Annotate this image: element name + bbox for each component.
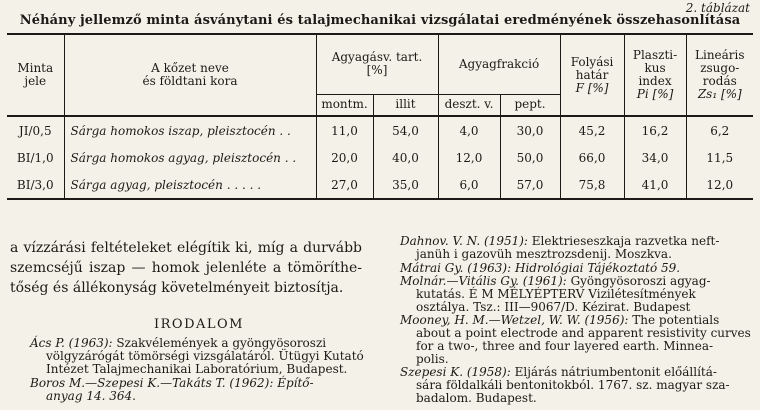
cell-sample-id: BI/3,0 [16,177,54,192]
cell-illit: 40,0 [373,144,438,171]
reference-text: for a two-, three and four layered earth. Minnea- [416,339,714,353]
header-pept: pept. [500,94,560,116]
reference-entry [30,377,362,403]
reference-text: Elektrieseszkaja razvetka neft- [531,234,720,248]
table-row [7,116,753,144]
reference-text: osztálya. Tsz.: III—9067/D. Kézirat. Budapest [416,300,691,314]
cell-shrinkage: 12,0 [686,171,753,199]
cell-illit: 35,0 [373,171,438,199]
cell-shrinkage: 6,2 [686,116,753,144]
reference-entry [30,337,362,376]
cell-shrinkage: 11,5 [686,144,753,171]
cell-pept: 57,0 [500,171,560,199]
cell-deszt: 6,0 [438,171,500,199]
reference-text: anyag 14. 364. [46,389,136,403]
cell-rock: Sárga homokos agyag, pleisztocén . . [64,144,316,171]
reference-text: badalom. Budapest. [416,391,537,405]
body-line: tőség és állékonyság követelményeit biztosítja. [10,280,344,296]
reference-entry [400,314,752,366]
reference-text: janüh i gazovüh mesztrozsdenij. Moszkva. [416,247,672,261]
table-title: Néhány jellemző minta ásványtani és talajmechanikai vizsgálatai eredményének összehasonlítása [19,13,741,28]
header-montm: montm. [316,94,373,116]
reference-text: Szakvélemények a gyöngyösoroszi [116,336,327,350]
cell-rock: Sárga homokos iszap, pleisztocén . . [64,116,316,144]
header-sample: Minta jele [7,34,64,116]
cell-deszt: 12,0 [438,144,500,171]
cell-plasticity: 41,0 [624,171,686,199]
reference-text: Intézet Talajmechanikai Laboratórium, Budapest. [46,362,348,376]
table-number-label: 2. táblázat [685,1,750,15]
cell-plasticity: 34,0 [624,144,686,171]
reference-text: sára földalkáli bentonitokból. 1767. sz. magyar sza- [416,378,730,392]
cell-plasticity: 16,2 [624,116,686,144]
header-liquid-limit: Folyási határ F [%] [560,34,624,116]
cell-montm: 20,0 [316,144,373,171]
reference-text: Eljárás nátriumbentonit előállítá- [514,365,717,379]
body-line: a vízzárási feltételeket elégítik ki, míg a durvább [10,240,362,256]
reference-author: Ács P. (1963): [30,336,113,350]
reference-text: Gyöngyösoroszi agyag- [570,274,711,288]
header-linear-shrinkage: Lineáris zsugo- rodás Zs₁ [%] [686,34,753,116]
reference-author: Molnár.—Vitális Gy. (1961): [400,274,567,288]
header-rock: A kőzet neve és földtani kora [64,34,316,116]
cell-pept: 30,0 [500,116,560,144]
header-plasticity-index: Plaszti- kus index Pi [%] [624,34,686,116]
header-clay-mineral: Agyagásv. tart. [%] [316,34,438,94]
cell-montm: 27,0 [316,171,373,199]
cell-liquid-limit: 75,8 [560,171,624,199]
cell-illit: 54,0 [373,116,438,144]
table-row [7,171,753,199]
cell-rock: Sárga agyag, pleisztocén . . . . . [64,171,316,199]
reference-text: Építő- [277,376,314,390]
reference-text: about a point electrode and apparent resistivity curves [416,326,751,340]
cell-sample-id: JI/0,5 [18,123,52,138]
reference-text: völgyzárógát tömörségi vizsgálatáról. Ütügyi Kutató [46,349,364,363]
reference-entry [400,235,752,261]
cell-liquid-limit: 45,2 [560,116,624,144]
reference-text: Hidrológiai Tájékoztató 59. [514,261,681,275]
reference-author: Mátrai Gy. (1963): [400,261,512,275]
header-illit: illit [373,94,438,116]
reference-text: The potentials [632,313,720,327]
header-deszt: deszt. v. [438,94,500,116]
table-row [7,144,753,171]
references-heading: IRODALOM [154,317,244,332]
header-clay-fraction: Agyagfrakció [438,34,560,94]
results-table [7,33,753,200]
cell-sample-id: BI/1,0 [16,150,54,165]
reference-author: Szepesi K. (1958): [400,365,511,379]
cell-liquid-limit: 66,0 [560,144,624,171]
reference-text: kutatás. É M MÉLYÉPTERV Vizilétesítmények [416,287,696,301]
body-paragraph [10,238,362,298]
reference-author: Mooney, H. M.—Wetzel, W. W. (1956): [400,313,629,327]
cell-deszt: 4,0 [438,116,500,144]
cell-pept: 50,0 [500,144,560,171]
reference-author: Dahnov. V. N. (1951): [400,234,528,248]
reference-text: polis. [416,352,449,366]
reference-author: Boros M.—Szepesi K.—Takáts T. (1962): [30,376,274,390]
cell-montm: 11,0 [316,116,373,144]
reference-entry [400,366,752,405]
body-line: szemcséjű iszap — homok jelenléte a tömöríthe- [10,260,362,276]
reference-entry [400,275,752,314]
